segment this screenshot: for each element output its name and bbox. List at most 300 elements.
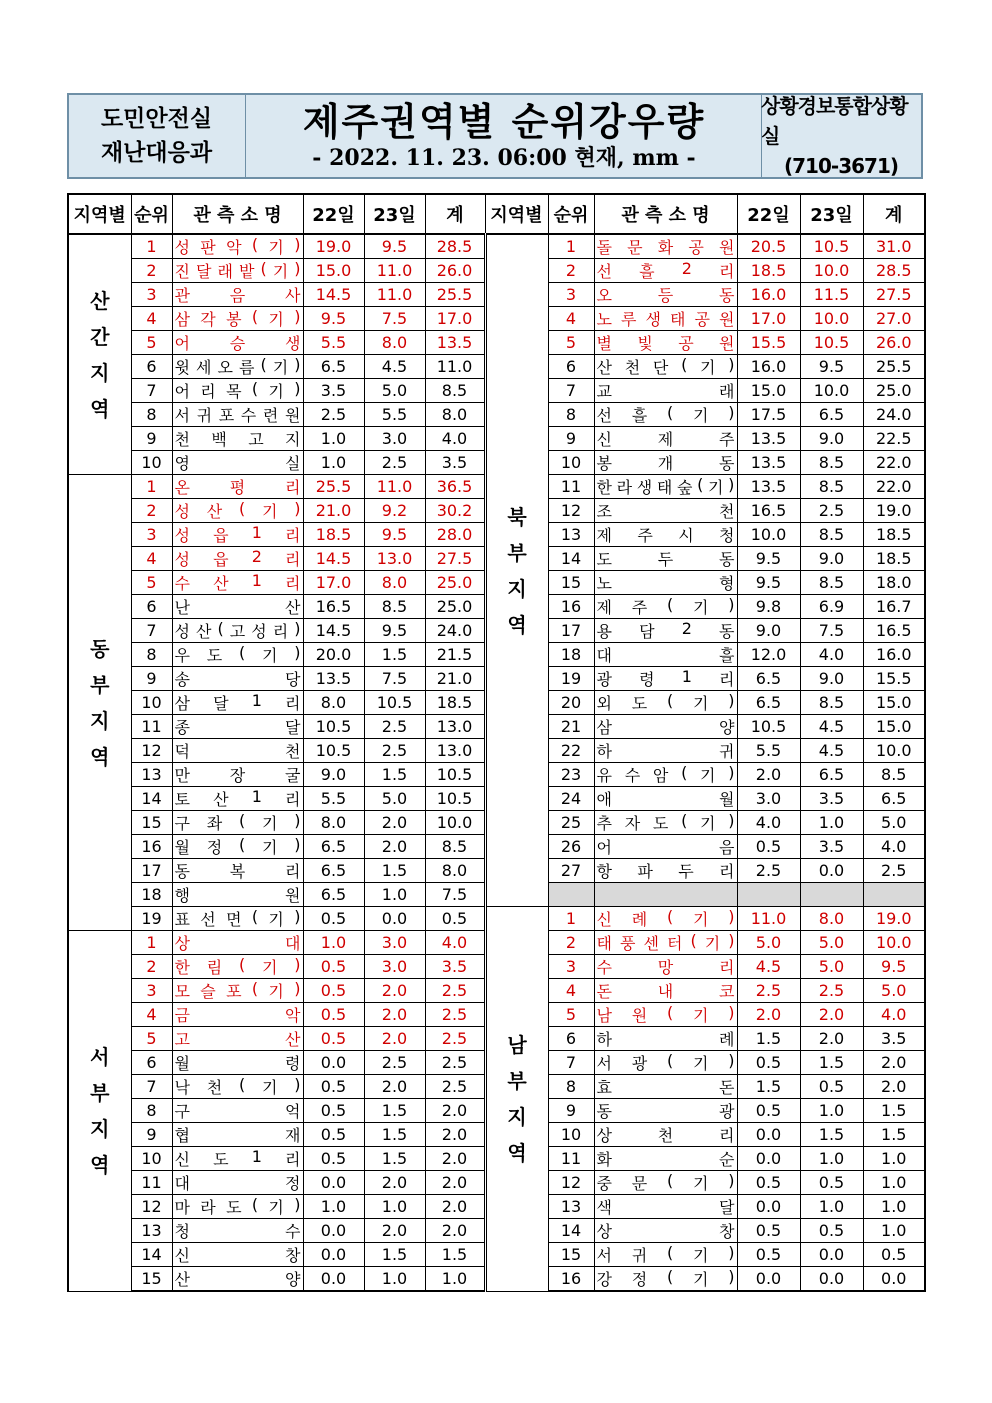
rain-day22: 2.5 [303, 403, 364, 427]
rain-total: 36.5 [425, 475, 485, 499]
rain-day23: 0.0 [364, 907, 425, 931]
rain-total: 0.5 [863, 1243, 925, 1267]
rain-day23: 2.0 [364, 1027, 425, 1051]
rain-day22: 8.0 [303, 811, 364, 835]
rain-total: 18.5 [863, 523, 925, 547]
region-west-label: 서 부 지 역 [68, 931, 131, 1292]
rain-day23: 1.0 [800, 1147, 863, 1171]
rain-day22: 1.0 [303, 931, 364, 955]
rain-day22: 16.0 [737, 355, 800, 379]
rain-day22: 1.0 [303, 427, 364, 451]
rank-cell: 26 [548, 835, 594, 859]
station-name: 노 형 [594, 571, 737, 595]
rain-day23: 1.5 [364, 1147, 425, 1171]
rank-cell: 9 [548, 1099, 594, 1123]
rain-day23: 1.5 [800, 1123, 863, 1147]
station-name: 금 악 [172, 1003, 303, 1027]
rank-cell: 5 [548, 331, 594, 355]
rain-day22: 1.0 [303, 451, 364, 475]
station-name [594, 883, 737, 907]
rain-total: 16.7 [863, 595, 925, 619]
rank-cell: 6 [131, 1051, 172, 1075]
rain-day23: 2.0 [364, 835, 425, 859]
rank-cell: 10 [548, 451, 594, 475]
station-name: 외 도 ( 기 ) [594, 691, 737, 715]
rain-day23: 2.0 [364, 979, 425, 1003]
station-name: 수 산 1 리 [172, 571, 303, 595]
rain-total: 28.5 [863, 259, 925, 283]
rain-day23: 0.5 [800, 1075, 863, 1099]
station-name: 용 담 2 동 [594, 619, 737, 643]
region-south-label: 남 부 지 역 [485, 907, 548, 1292]
rain-day22: 15.0 [737, 379, 800, 403]
rain-total: 18.0 [863, 571, 925, 595]
rain-day22: 18.5 [737, 259, 800, 283]
rank-cell: 6 [548, 355, 594, 379]
rain-total: 8.5 [425, 835, 485, 859]
rain-day23: 6.9 [800, 595, 863, 619]
table-row [68, 907, 925, 931]
rain-day22 [737, 883, 800, 907]
rain-day22: 15.5 [737, 331, 800, 355]
rank-cell: 4 [131, 1003, 172, 1027]
rain-day23: 3.5 [800, 787, 863, 811]
office-block [761, 95, 921, 177]
rain-day23: 5.0 [364, 787, 425, 811]
station-name: 윗 세 오 름 ( 기 ) [172, 355, 303, 379]
rain-total: 2.5 [425, 1027, 485, 1051]
rain-day23: 9.0 [800, 547, 863, 571]
rank-cell: 2 [131, 259, 172, 283]
rank-cell: 4 [548, 979, 594, 1003]
rain-day22: 0.5 [303, 1027, 364, 1051]
rank-cell: 5 [548, 1003, 594, 1027]
rain-day23: 2.0 [800, 1003, 863, 1027]
rain-total: 26.0 [863, 331, 925, 355]
rain-day22: 6.5 [303, 835, 364, 859]
rain-day22: 14.5 [303, 619, 364, 643]
rain-day23: 1.5 [364, 763, 425, 787]
rain-day23: 0.5 [800, 1219, 863, 1243]
station-name: 행 원 [172, 883, 303, 907]
rank-cell: 5 [131, 331, 172, 355]
rank-cell: 6 [131, 355, 172, 379]
station-name: 선 흘 2 리 [594, 259, 737, 283]
rain-total: 5.0 [863, 979, 925, 1003]
rain-day22: 2.0 [737, 1003, 800, 1027]
rain-day23: 2.5 [800, 499, 863, 523]
rank-cell: 8 [548, 403, 594, 427]
rain-total: 10.0 [863, 931, 925, 955]
rank-cell: 10 [131, 691, 172, 715]
rank-cell: 22 [548, 739, 594, 763]
rain-day22: 1.5 [737, 1075, 800, 1099]
rain-day22: 4.5 [737, 955, 800, 979]
rank-cell: 1 [131, 475, 172, 499]
rain-day22: 25.5 [303, 475, 364, 499]
rain-total: 22.5 [863, 427, 925, 451]
rank-cell: 27 [548, 859, 594, 883]
station-name: 도 두 동 [594, 547, 737, 571]
rain-day23: 1.5 [364, 1099, 425, 1123]
rain-total: 2.5 [425, 1051, 485, 1075]
rain-total: 0.5 [425, 907, 485, 931]
rain-total: 4.0 [863, 1003, 925, 1027]
station-name: 성 산 ( 기 ) [172, 499, 303, 523]
rain-day23: 1.0 [800, 1195, 863, 1219]
rain-day23: 7.5 [364, 667, 425, 691]
rain-day23: 2.5 [364, 1051, 425, 1075]
rank-cell: 16 [548, 1267, 594, 1292]
rain-total: 11.0 [425, 355, 485, 379]
office-name: 상황경보통합상황실 [761, 94, 908, 148]
rain-day23: 9.5 [800, 355, 863, 379]
station-name: 제 주 시 청 [594, 523, 737, 547]
rain-total: 24.0 [425, 619, 485, 643]
rain-total: 8.5 [863, 763, 925, 787]
rank-cell: 7 [131, 1075, 172, 1099]
station-name: 유 수 암 ( 기 ) [594, 763, 737, 787]
rain-day23: 1.0 [364, 883, 425, 907]
rank-cell: 15 [131, 1267, 172, 1292]
rain-day22: 0.5 [737, 835, 800, 859]
station-name: 서 귀 ( 기 ) [594, 1243, 737, 1267]
rain-day23: 2.0 [800, 1027, 863, 1051]
rain-total: 4.0 [863, 835, 925, 859]
rank-cell: 10 [131, 1147, 172, 1171]
rain-day23: 2.5 [800, 979, 863, 1003]
rain-total: 13.5 [425, 331, 485, 355]
rain-day22: 0.5 [737, 1243, 800, 1267]
rain-total: 10.5 [425, 763, 485, 787]
rank-cell: 4 [548, 307, 594, 331]
rain-total: 2.0 [425, 1195, 485, 1219]
rain-day22: 6.5 [737, 667, 800, 691]
rank-cell: 18 [548, 643, 594, 667]
rain-total: 13.0 [425, 715, 485, 739]
rain-day23: 3.5 [800, 835, 863, 859]
rain-day23: 8.5 [800, 691, 863, 715]
rank-cell [548, 883, 594, 907]
station-name: 고 산 [172, 1027, 303, 1051]
station-name: 태 풍 센 터 ( 기 ) [594, 931, 737, 955]
rain-total: 2.5 [425, 1075, 485, 1099]
rain-day22: 0.0 [303, 1243, 364, 1267]
rain-day22: 9.0 [737, 619, 800, 643]
station-name: 관 음 사 [172, 283, 303, 307]
rain-day22: 13.5 [303, 667, 364, 691]
station-name: 남 원 ( 기 ) [594, 1003, 737, 1027]
region-mountain-label: 산 간 지 역 [68, 234, 131, 475]
rank-cell: 12 [131, 739, 172, 763]
rain-day23: 7.5 [364, 307, 425, 331]
station-name: 신 창 [172, 1243, 303, 1267]
rain-total: 1.5 [425, 1243, 485, 1267]
rain-day22: 6.5 [303, 883, 364, 907]
rain-day23: 1.5 [364, 859, 425, 883]
rain-day22: 10.5 [303, 739, 364, 763]
rank-cell: 9 [548, 427, 594, 451]
station-name: 하 귀 [594, 739, 737, 763]
rain-day22: 19.0 [303, 234, 364, 259]
rain-day23: 3.0 [364, 427, 425, 451]
station-name: 상 대 [172, 931, 303, 955]
rain-day23: 10.0 [800, 259, 863, 283]
rank-cell: 6 [131, 595, 172, 619]
rain-total: 4.0 [425, 427, 485, 451]
rain-day22: 14.5 [303, 283, 364, 307]
rank-cell: 16 [131, 835, 172, 859]
rain-day22: 9.8 [737, 595, 800, 619]
rain-total: 4.0 [425, 931, 485, 955]
rain-day22: 0.5 [737, 1099, 800, 1123]
station-name: 봉 개 동 [594, 451, 737, 475]
rain-total: 10.0 [863, 739, 925, 763]
rain-day23: 7.5 [800, 619, 863, 643]
station-name: 성 판 악 ( 기 ) [172, 234, 303, 259]
rain-total: 15.0 [863, 715, 925, 739]
rain-day22: 13.5 [737, 451, 800, 475]
rank-cell: 16 [548, 595, 594, 619]
rank-cell: 3 [131, 523, 172, 547]
rain-day23: 11.0 [364, 283, 425, 307]
station-name: 산 천 단 ( 기 ) [594, 355, 737, 379]
table-row [68, 234, 925, 259]
rain-total: 1.5 [863, 1123, 925, 1147]
rain-total: 1.5 [863, 1099, 925, 1123]
rain-total: 27.5 [863, 283, 925, 307]
rain-total: 17.0 [425, 307, 485, 331]
station-name: 돌 문 화 공 원 [594, 234, 737, 259]
rain-total: 1.0 [863, 1171, 925, 1195]
rain-day23: 5.5 [364, 403, 425, 427]
station-name: 신 례 ( 기 ) [594, 907, 737, 931]
rank-cell: 18 [131, 883, 172, 907]
rain-day23: 11.5 [800, 283, 863, 307]
station-name: 온 평 리 [172, 475, 303, 499]
station-name: 구 억 [172, 1099, 303, 1123]
rain-day23 [800, 883, 863, 907]
rain-day22: 18.5 [303, 523, 364, 547]
rank-cell: 14 [548, 1219, 594, 1243]
rank-cell: 3 [548, 283, 594, 307]
rain-day22: 6.5 [303, 355, 364, 379]
rank-cell: 4 [131, 547, 172, 571]
rain-day22: 3.5 [303, 379, 364, 403]
rank-cell: 10 [131, 451, 172, 475]
rain-total: 3.5 [425, 955, 485, 979]
rank-cell: 14 [548, 547, 594, 571]
station-name: 한 라 생 태 숲 ( 기 ) [594, 475, 737, 499]
rank-cell: 9 [131, 667, 172, 691]
rain-total: 2.0 [425, 1123, 485, 1147]
rank-cell: 19 [548, 667, 594, 691]
rain-day22: 17.0 [737, 307, 800, 331]
rank-cell: 13 [131, 1219, 172, 1243]
rain-total: 7.5 [425, 883, 485, 907]
station-name: 색 달 [594, 1195, 737, 1219]
rain-day23: 2.5 [364, 739, 425, 763]
rain-day23: 9.5 [364, 523, 425, 547]
rain-day22: 13.5 [737, 475, 800, 499]
rain-day22: 0.5 [303, 1123, 364, 1147]
station-name: 구 좌 ( 기 ) [172, 811, 303, 835]
rank-cell: 15 [548, 571, 594, 595]
report-header [67, 93, 923, 179]
rain-day23: 10.5 [800, 331, 863, 355]
rain-day23: 10.5 [364, 691, 425, 715]
rain-day22: 21.0 [303, 499, 364, 523]
rain-day22: 0.5 [303, 1099, 364, 1123]
station-name: 삼 양 [594, 715, 737, 739]
col-header-rank: 순위 [131, 194, 172, 234]
station-name: 항 파 두 리 [594, 859, 737, 883]
rain-day23: 5.0 [800, 955, 863, 979]
rain-total: 8.0 [425, 403, 485, 427]
col-header-station: 관 측 소 명 [594, 194, 737, 234]
rain-total: 19.0 [863, 907, 925, 931]
rain-total: 19.0 [863, 499, 925, 523]
rain-day23: 2.0 [364, 1219, 425, 1243]
rank-cell: 12 [548, 499, 594, 523]
rank-cell: 11 [131, 715, 172, 739]
rank-cell: 9 [131, 427, 172, 451]
rank-cell: 2 [131, 955, 172, 979]
rain-total: 2.0 [425, 1219, 485, 1243]
rain-total: 2.0 [425, 1147, 485, 1171]
rain-total: 8.0 [425, 859, 485, 883]
rain-day22: 0.5 [303, 907, 364, 931]
rain-total [863, 883, 925, 907]
station-name: 모 슬 포 ( 기 ) [172, 979, 303, 1003]
station-name: 어 리 목 ( 기 ) [172, 379, 303, 403]
rainfall-table [67, 193, 926, 1292]
col-header-total: 계 [425, 194, 485, 234]
rain-day23: 8.5 [364, 595, 425, 619]
rain-day22: 4.0 [737, 811, 800, 835]
rain-day22: 0.5 [737, 1051, 800, 1075]
rank-cell: 3 [131, 979, 172, 1003]
rank-cell: 6 [548, 1027, 594, 1051]
rank-cell: 12 [131, 1195, 172, 1219]
rank-cell: 17 [548, 619, 594, 643]
rain-day23: 5.0 [364, 379, 425, 403]
rain-total: 2.0 [425, 1171, 485, 1195]
station-name: 삼 달 1 리 [172, 691, 303, 715]
rain-total: 10.0 [425, 811, 485, 835]
rank-cell: 8 [131, 643, 172, 667]
rain-day23: 4.5 [364, 355, 425, 379]
rank-cell: 1 [131, 234, 172, 259]
rain-day23: 10.0 [800, 379, 863, 403]
station-name: 송 당 [172, 667, 303, 691]
rank-cell: 11 [131, 1171, 172, 1195]
station-name: 만 장 굴 [172, 763, 303, 787]
rain-total: 2.0 [863, 1075, 925, 1099]
rank-cell: 5 [131, 571, 172, 595]
rain-day22: 0.0 [303, 1267, 364, 1292]
station-name: 표 선 면 ( 기 ) [172, 907, 303, 931]
rank-cell: 5 [131, 1027, 172, 1051]
rain-total: 5.0 [863, 811, 925, 835]
rain-day22: 15.0 [303, 259, 364, 283]
station-name: 효 돈 [594, 1075, 737, 1099]
rain-day22: 5.5 [303, 331, 364, 355]
rank-cell: 7 [548, 379, 594, 403]
office-phone: (710-3671) [784, 154, 898, 178]
rain-day22: 20.0 [303, 643, 364, 667]
rain-total: 15.0 [863, 691, 925, 715]
table-body [68, 234, 925, 1291]
rain-total: 13.0 [425, 739, 485, 763]
station-name: 천 백 고 지 [172, 427, 303, 451]
rank-cell: 19 [131, 907, 172, 931]
rain-total: 16.5 [863, 619, 925, 643]
station-name: 대 정 [172, 1171, 303, 1195]
rank-cell: 11 [548, 1147, 594, 1171]
rain-total: 30.2 [425, 499, 485, 523]
rain-total: 15.5 [863, 667, 925, 691]
station-name: 조 천 [594, 499, 737, 523]
rank-cell: 25 [548, 811, 594, 835]
station-name: 추 자 도 ( 기 ) [594, 811, 737, 835]
rain-day23: 10.0 [800, 307, 863, 331]
rain-day23: 6.5 [800, 763, 863, 787]
rain-day22: 2.5 [737, 859, 800, 883]
rain-day23: 9.0 [800, 427, 863, 451]
rain-total: 24.0 [863, 403, 925, 427]
rain-total: 2.0 [425, 1099, 485, 1123]
rain-day23: 8.0 [800, 907, 863, 931]
rain-day22: 0.0 [737, 1195, 800, 1219]
rain-day23: 0.5 [800, 1171, 863, 1195]
station-name: 별 빛 공 원 [594, 331, 737, 355]
rain-day23: 5.0 [800, 931, 863, 955]
rain-day23: 2.0 [364, 1003, 425, 1027]
station-name: 삼 각 봉 ( 기 ) [172, 307, 303, 331]
col-header-day22: 22일 [737, 194, 800, 234]
station-name: 돈 내 코 [594, 979, 737, 1003]
station-name: 신 도 1 리 [172, 1147, 303, 1171]
station-name: 오 등 동 [594, 283, 737, 307]
rain-total: 28.5 [425, 234, 485, 259]
station-name: 광 령 1 리 [594, 667, 737, 691]
col-header-rank: 순위 [548, 194, 594, 234]
rain-day23: 1.5 [364, 1243, 425, 1267]
table-header-row [68, 194, 925, 234]
station-name: 토 산 1 리 [172, 787, 303, 811]
rain-total: 3.5 [863, 1027, 925, 1051]
rank-cell: 17 [131, 859, 172, 883]
rank-cell: 7 [548, 1051, 594, 1075]
rain-day22: 0.5 [737, 1219, 800, 1243]
rain-total: 3.5 [425, 451, 485, 475]
rank-cell: 2 [131, 499, 172, 523]
department-block [69, 95, 244, 177]
rain-total: 25.0 [425, 595, 485, 619]
rank-cell: 14 [131, 787, 172, 811]
rain-day22: 12.0 [737, 643, 800, 667]
rain-day23: 1.0 [364, 1195, 425, 1219]
station-name: 월 정 ( 기 ) [172, 835, 303, 859]
rain-day23: 9.5 [364, 619, 425, 643]
rank-cell: 1 [548, 907, 594, 931]
rain-day23: 1.5 [800, 1051, 863, 1075]
rain-day23: 8.5 [800, 451, 863, 475]
rain-total: 2.5 [425, 1003, 485, 1027]
rain-day22: 6.5 [737, 691, 800, 715]
rain-day22: 10.5 [303, 715, 364, 739]
